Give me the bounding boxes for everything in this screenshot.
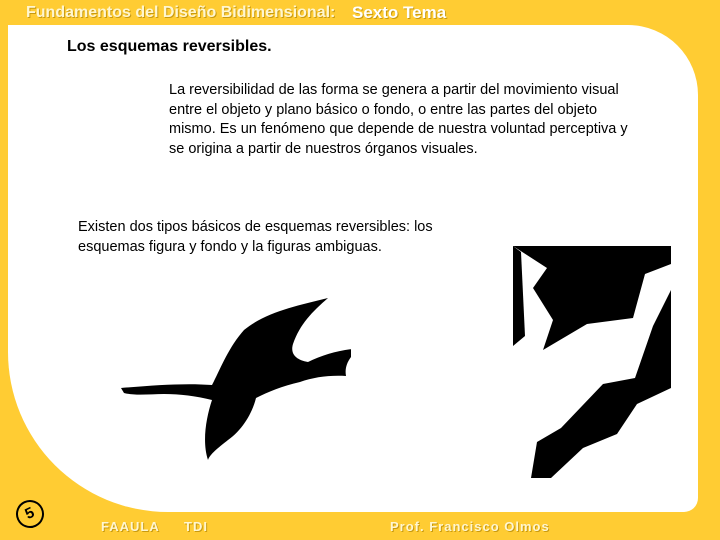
paragraph-reversibility: La reversibilidad de las forma se genera a partir del movimiento visual entre el objeto y plano básico o fondo, o entre las partes del objeto mismo. Es un fenómeno que depende de nuestra voluntad perceptiva y se origina a partir de nuestros órganos visuales. <box>169 82 628 157</box>
course-title: Fundamentos del Diseño Bidimensional: <box>26 4 336 21</box>
bird-silhouette-icon <box>116 290 351 465</box>
paragraph-types: Existen dos tipos básicos de esquemas reversibles: los esquemas figura y fondo y la figuras ambiguas. <box>78 219 433 255</box>
footer-professor: Prof. Francisco Olmos <box>390 519 550 534</box>
zigzag-figure-ground-icon <box>513 246 671 478</box>
topic-title: Sexto Tema <box>352 3 447 22</box>
page-number-badge: 5 <box>11 495 48 532</box>
slide-title: Los esquemas reversibles. <box>67 38 272 55</box>
footer-institution: FAAULA <box>101 519 160 534</box>
footer-course-code: TDI <box>184 519 208 534</box>
slide-header <box>0 4 720 24</box>
